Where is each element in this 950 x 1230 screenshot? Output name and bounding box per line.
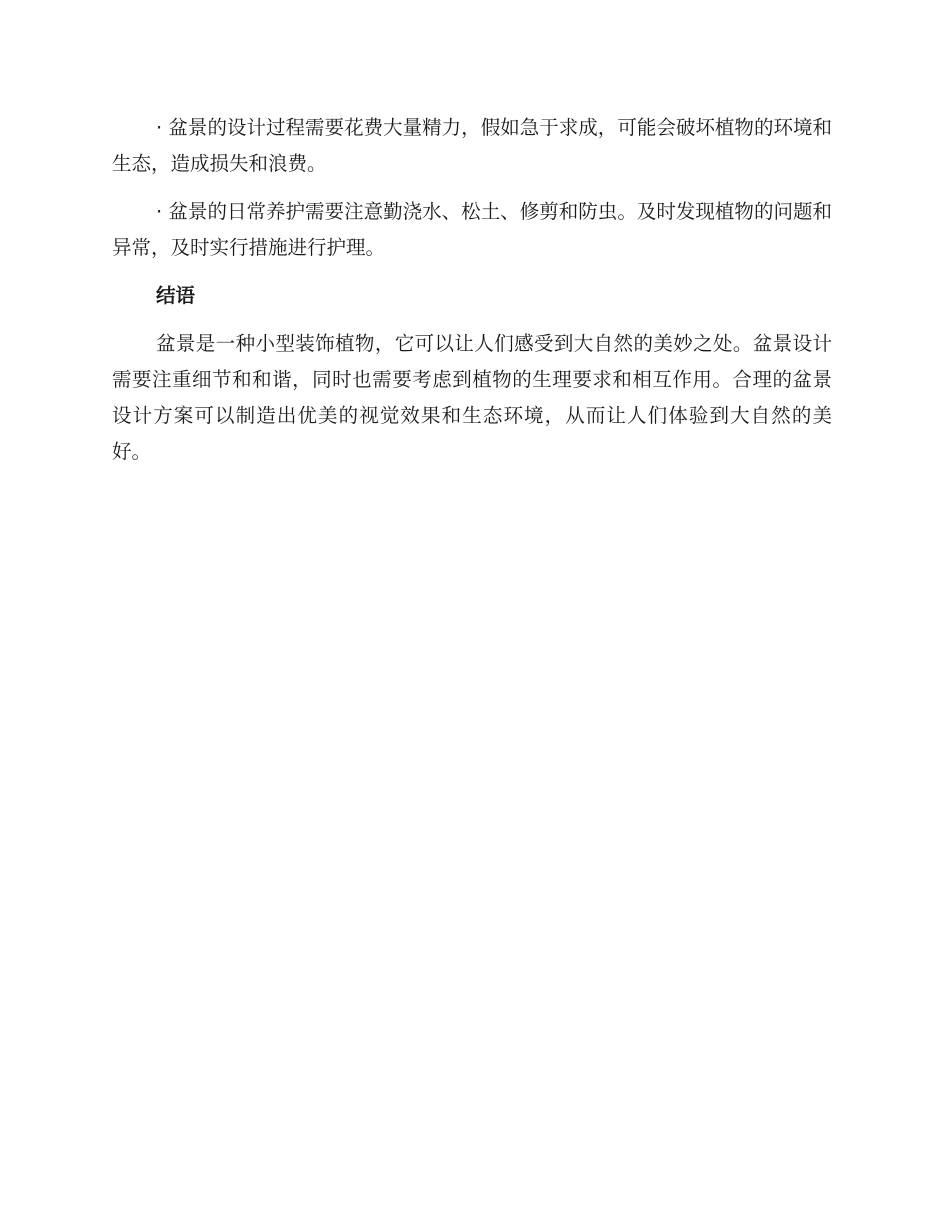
document-body [112, 110, 832, 482]
bullet-paragraph: · 盆景的日常养护需要注意勤浇水、松土、修剪和防虫。及时发现植物的问题和异常，及时实行措施进行护理。 [112, 200, 832, 259]
section-heading-conclusion: 结语 [156, 284, 196, 307]
bullet-paragraph: · 盆景的设计过程需要花费大量精力，假如急于求成，可能会破坏植物的环境和生态，造成损失和浪费。 [112, 116, 832, 175]
conclusion-paragraph: 盆景是一种小型装饰植物，它可以让人们感受到大自然的美妙之处。盆景设计需要注重细节和和谐，同时也需要考虑到植物的生理要求和相互作用。合理的盆景设计方案可以制造出优美的视觉效果和生态环境，从而让人们体验到大自然的美好。 [112, 332, 832, 463]
